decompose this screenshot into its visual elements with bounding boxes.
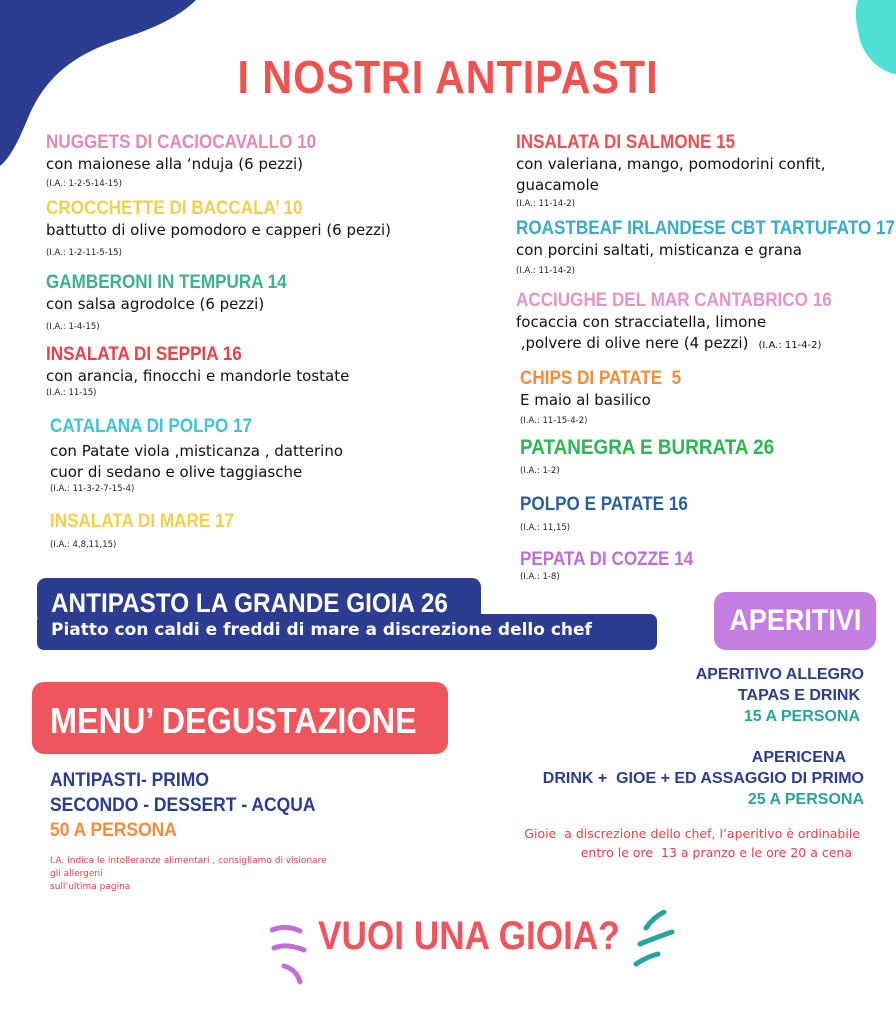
item-allergens: (I.A.: 11-15)	[46, 388, 97, 398]
menu-item-insalata-mare	[50, 511, 254, 552]
aperitivo-allegro-price: 15 A PERSONA	[743, 708, 860, 725]
left-sparkle-icon	[270, 922, 314, 986]
item-allergens: (I.A.: 1-2)	[520, 466, 560, 476]
item-desc: con arancia, finocchi e mandorle tostate	[46, 367, 350, 385]
item-desc-line1: focaccia con stracciatella, limone	[516, 313, 767, 331]
item-name: CROCCHETTE DI BACCALA’ 10	[46, 198, 303, 219]
allergen-note-line1: I.A. indica le intolleranze alimentari , consigliamo di visionare	[50, 856, 327, 866]
aperitivo-allegro-desc: TAPAS E DRINK	[737, 687, 860, 704]
aperitivi-badge	[714, 592, 876, 650]
aperitivi-note	[524, 824, 860, 862]
item-allergens: (I.A.: 1-8)	[520, 572, 560, 582]
item-name: CATALANA DI POLPO 17	[50, 416, 253, 437]
degustazione-banner	[32, 682, 448, 754]
item-allergens: (I.A.: 1-2-5-14-15)	[46, 179, 122, 189]
menu-item-polpo-patate	[520, 494, 707, 535]
degustazione-title: MENU’ DEGUSTAZIONE	[50, 700, 417, 741]
item-name: POLPO E PATATE 16	[520, 494, 688, 515]
aperitivi-list	[543, 664, 864, 810]
item-name: CHIPS DI PATATE 5	[520, 368, 682, 389]
apericena-price: 25 A PERSONA	[747, 791, 864, 808]
item-name: ACCIUGHE DEL MAR CANTABRICO 16	[516, 290, 832, 311]
item-allergens: (I.A.: 11-3-2-7-15-4)	[50, 484, 135, 494]
footer-gioia	[270, 908, 680, 988]
menu-item-acciughe	[516, 290, 867, 356]
apericena-name: APERICENA	[751, 749, 846, 766]
item-desc: con maionese alla ‘nduja (6 pezzi)	[46, 155, 303, 173]
item-name: INSALATA DI SALMONE 15	[516, 132, 736, 153]
item-desc-text: ,polvere di olive nere (4 pezzi)	[516, 334, 749, 352]
item-name: NUGGETS DI CACIOCAVALLO 10	[46, 132, 317, 153]
apericena-desc: DRINK + GIOE + ED ASSAGGIO DI PRIMO	[542, 770, 864, 787]
allergen-note-line2: gli allergeni	[50, 869, 103, 879]
aperitivo-allegro-name: APERITIVO ALLEGRO	[695, 666, 864, 683]
item-desc-line2: guacamole	[516, 176, 599, 194]
item-name: PATANEGRA E BURRATA 26	[520, 436, 775, 459]
item-allergens: (I.A.: 11-14-2)	[516, 266, 575, 276]
right-sparkle-icon	[632, 910, 676, 972]
banner-title: ANTIPASTO LA GRANDE GIOIA 26	[51, 588, 448, 618]
menu-item-patanegra	[520, 437, 802, 478]
item-allergens: (I.A.: 4,8,11,15)	[50, 540, 117, 550]
item-allergens: (I.A.: 11-14-2)	[516, 199, 575, 209]
menu-item-insalata-seppia	[46, 344, 349, 400]
menu-item-chips	[520, 368, 699, 428]
allergen-note	[50, 855, 327, 894]
menu-item-roastbeaf	[516, 218, 896, 278]
item-allergens: (I.A.: 11,15)	[520, 523, 571, 533]
item-name: INSALATA DI SEPPIA 16	[46, 344, 242, 365]
menu-item-gamberoni	[46, 272, 313, 334]
item-desc: con porcini saltati, misticanza e grana	[516, 241, 802, 259]
grande-gioia-banner	[37, 578, 659, 652]
menu-item-catalana	[50, 416, 343, 496]
note-line1: Gioie a discrezione dello chef, l’aperitivo è ordinabile	[524, 826, 860, 841]
footer-title: VUOI UNA GIOIA?	[318, 914, 620, 958]
item-desc: battutto di olive pomodoro e capperi (6 pezzi)	[46, 221, 391, 239]
item-allergens: (I.A.: 1-4-15)	[46, 322, 100, 332]
item-name: INSALATA DI MARE 17	[50, 511, 234, 532]
item-allergens: (I.A.: 1-2-11-5-15)	[46, 248, 122, 258]
menu-item-insalata-salmone	[516, 132, 825, 211]
menu-item-nuggets	[46, 132, 346, 191]
item-desc-line1: con Patate viola ,misticanza , datterino	[50, 442, 344, 460]
item-name: PEPATA DI COZZE 14	[520, 549, 694, 570]
degustazione-line1: ANTIPASTI- PRIMO	[50, 770, 209, 791]
item-desc-line1: con valeriana, mango, pomodorini confit,	[516, 155, 826, 173]
item-desc: E maio al basilico	[520, 391, 651, 409]
degustazione-details	[50, 768, 339, 843]
item-name: ROASTBEAF IRLANDESE CBT TARTUFATO 17	[516, 218, 896, 239]
menu-item-crocchette	[46, 198, 391, 260]
banner-subtitle: Piatto con caldi e freddi di mare a discrezione dello chef	[51, 620, 592, 640]
item-name: GAMBERONI IN TEMPURA 14	[46, 272, 287, 293]
aperitivi-title: APERITIVI	[728, 604, 862, 637]
item-allergens: (I.A.: 11-15-4-2)	[520, 416, 588, 426]
item-desc: con salsa agrodolce (6 pezzi)	[46, 295, 265, 313]
item-desc-line2	[516, 333, 867, 356]
page-title: I NOSTRI ANTIPASTI	[237, 51, 659, 103]
item-desc-line2: cuor di sedano e olive taggiasche	[50, 463, 303, 481]
item-allergens: (I.A.: 11-4-2)	[758, 340, 822, 351]
degustazione-line2: SECONDO - DESSERT - ACQUA	[50, 795, 316, 816]
degustazione-price: 50 A PERSONA	[50, 820, 177, 841]
allergen-note-line3: sull’ultima pagina	[50, 882, 131, 892]
note-line2: entro le ore 13 a pranzo e le ore 20 a cena	[580, 845, 852, 860]
